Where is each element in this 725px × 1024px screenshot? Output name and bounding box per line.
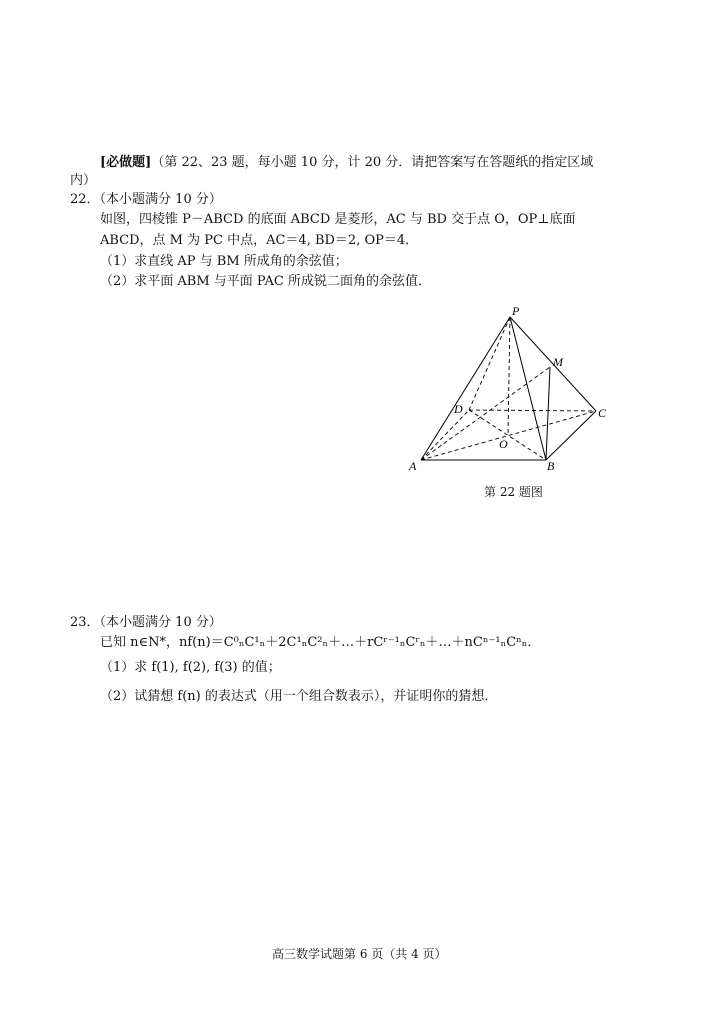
section-header [100,154,593,171]
problem22-line1: 如图，四棱锥 P－ABCD 的底面 ABCD 是菱形，AC 与 BD 交于点 O，OP⊥底面 [100,212,576,227]
label-D: D [454,402,463,416]
problem23-line1: 已知 n∈N*，nf(n)＝C⁰ₙC¹ₙ＋2C¹ₙC²ₙ＋…＋rCʳ⁻¹ₙCʳₙ＋…＋nCⁿ⁻¹ₙCⁿₙ． [100,635,541,650]
label-O: O [499,437,508,451]
section-instruction-line1: （第 22、23 题，每小题 10 分，计 20 分．请把答案写在答题纸的指定区域 [151,155,594,170]
label-A: A [409,459,417,473]
problem23-number: 23． [70,615,100,630]
edge-PD [469,317,510,410]
problem23-points: （本小题满分 10 分） [99,615,222,630]
edge-AM [421,367,550,460]
figure-caption: 第 22 题图 [484,485,543,499]
problem22-number: 22． [70,192,100,207]
problem23-part1: （1）求 f(1), f(2), f(3) 的值； [100,660,281,675]
pyramid-figure [400,305,630,480]
section-instruction-line2: 内） [70,173,97,188]
edge-DC [469,410,596,411]
label-C: C [598,406,607,420]
label-M: M [553,355,563,369]
edge-BM [546,367,550,460]
required-section-label: [必做题] [100,155,152,170]
page-footer: 高三数学试题第 6 页（共 4 页） [272,947,447,961]
problem23-part2: （2）试猜想 f(n) 的表达式（用一个组合数表示），并证明你的猜想． [100,689,498,704]
label-B: B [547,459,555,473]
problem22-part1: （1）求直线 AP 与 BM 所成角的余弦值； [100,254,348,269]
problem22-line2: ABCD，点 M 为 PC 中点，AC＝4, BD＝2, OP＝4． [100,233,419,248]
problem22-heading [70,191,222,208]
label-P: P [512,305,520,318]
edge-PB [510,317,546,460]
problem22-part2: （2）求平面 ABM 与平面 PAC 所成锐二面角的余弦值． [100,274,431,289]
problem22-points: （本小题满分 10 分） [99,192,222,207]
edge-AD [421,410,469,460]
problem23-heading [70,614,222,631]
edge-PO [508,317,510,435]
